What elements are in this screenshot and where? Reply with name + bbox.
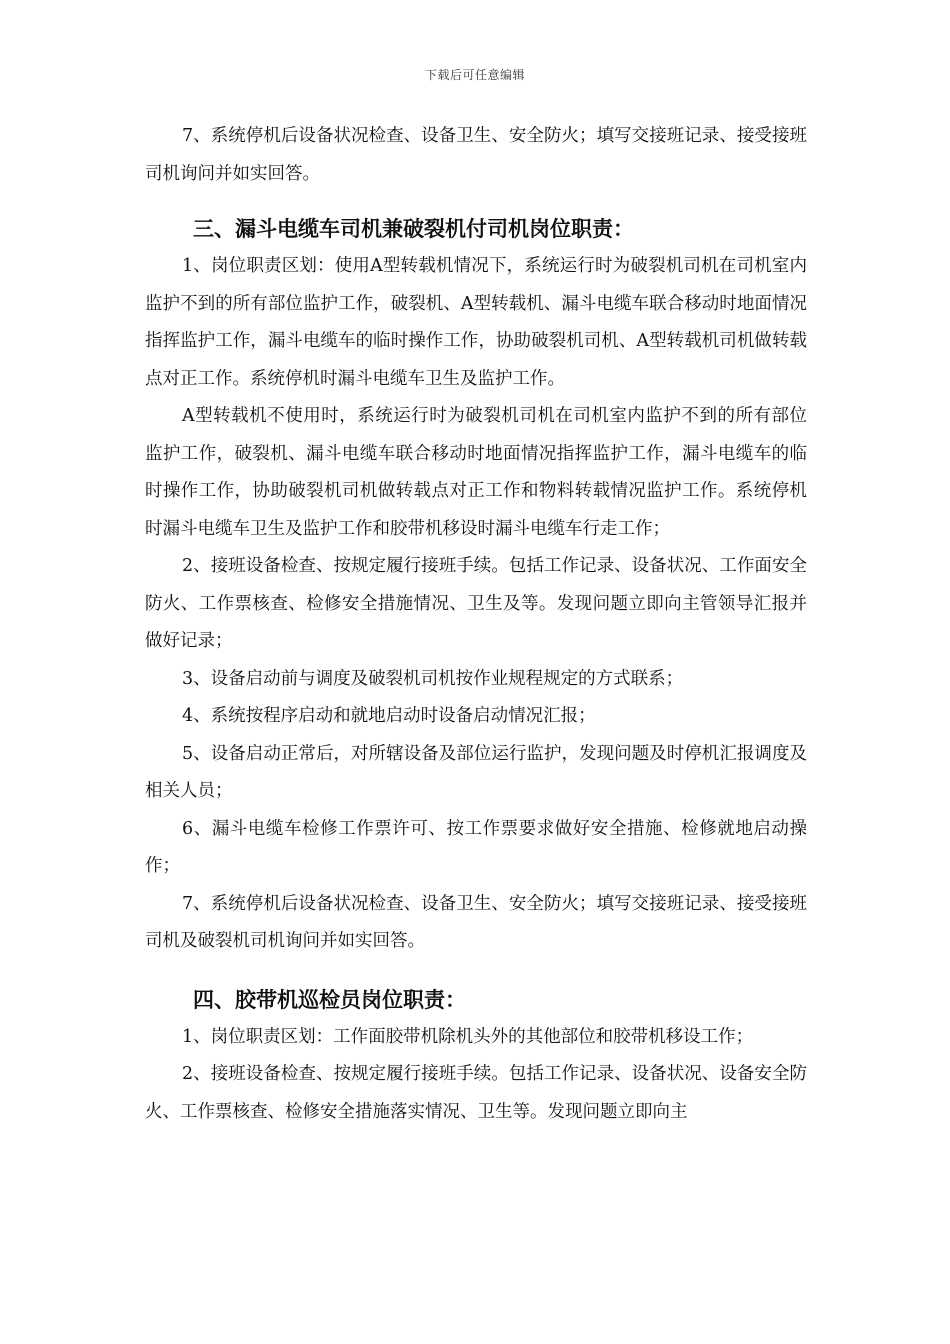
section-paragraph: 5、设备启动正常后，对所辖设备及部位运行监护，发现问题及时停机汇报调度及相关人员； [145,743,807,801]
section-paragraph: 3、设备启动前与调度及破裂机司机按作业规程规定的方式联系； [182,668,684,689]
section-paragraph: 1、岗位职责区划：使用A型转载机情况下，系统运行时为破裂机司机在司机室内监护不到的所有部位监护工作，破裂机、A型转载机、漏斗电缆车联合移动时地面情况指挥监护工作，漏斗电缆车的临时操作工作，协助破裂机司机、A型转载机司机做转载点对正工作。系统停机时漏斗电缆车卫生及监护工作。 [145,256,807,389]
section-paragraph: 2、接班设备检查、按规定履行接班手续。包括工作记录、设备状况、工作面安全防火、工作票核查、检修安全措施情况、卫生及等。发现问题立即向主管领导汇报并做好记录； [145,556,807,651]
document-body [145,118,807,1131]
section-paragraph: 4、系统按程序启动和就地启动时设备启动情况汇报； [182,706,596,726]
section-paragraph: 1、岗位职责区划：工作面胶带机除机头外的其他部位和胶带机移设工作； [182,1026,754,1047]
section-paragraph: A型转载机不使用时，系统运行时为破裂机司机在司机室内监护不到的所有部位监护工作，破裂机、漏斗电缆车联合移动时地面情况指挥监护工作，漏斗电缆车的临时操作工作，协助破裂机司机做转载点对正工作和物料转载情况监护工作。系统停机时漏斗电缆车卫生及监护工作和胶带机移设时漏斗电缆车行走工作； [145,406,807,539]
page-header: 下载后可任意编辑 [424,68,525,82]
section-heading: 三、漏斗电缆车司机兼破裂机付司机岗位职责： [193,217,634,241]
section-paragraph: 6、漏斗电缆车检修工作票许可、按工作票要求做好安全措施、检修就地启动操作； [145,818,807,876]
section-paragraph: 2、接班设备检查、按规定履行接班手续。包括工作记录、设备状况、设备安全防火、工作票核查、检修安全措施落实情况、卫生等。发现问题立即向主 [145,1064,807,1122]
intro-paragraph: 7、系统停机后设备状况检查、设备卫生、安全防火；填写交接班记录、接受接班司机询问并如实回答。 [145,126,807,184]
section-heading: 四、胶带机巡检员岗位职责： [193,987,466,1012]
section-paragraph: 7、系统停机后设备状况检查、设备卫生、安全防火；填写交接班记录、接受接班司机及破裂机司机询问并如实回答。 [145,893,807,951]
